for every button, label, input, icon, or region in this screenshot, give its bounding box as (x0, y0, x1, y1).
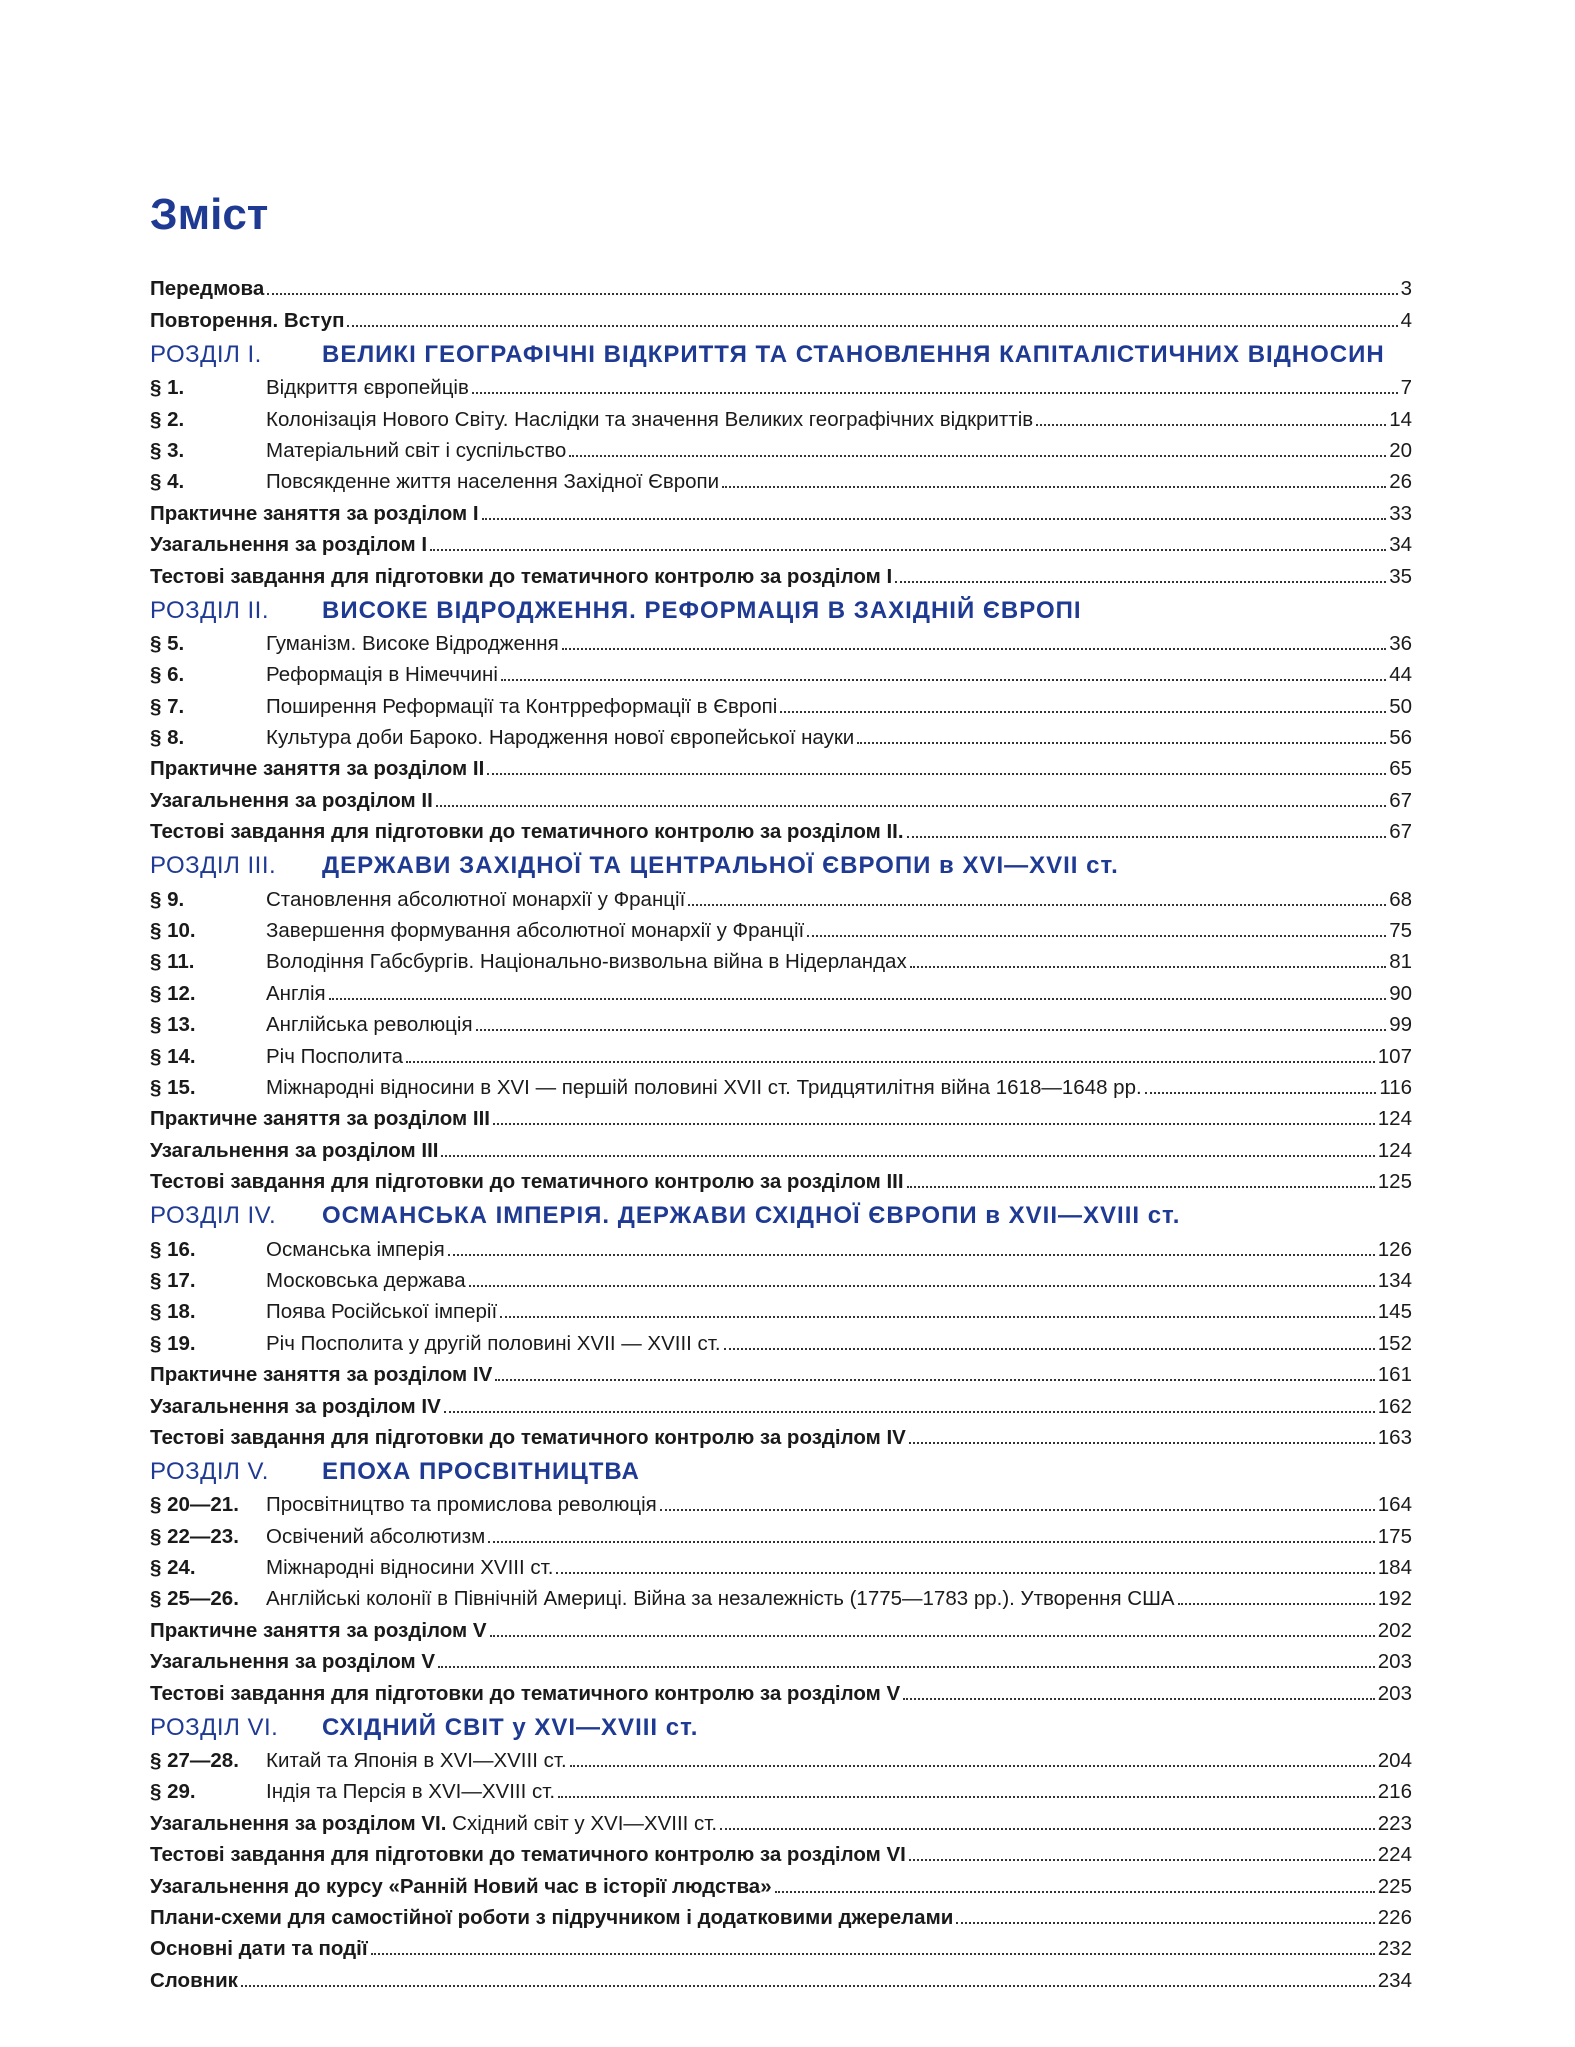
toc-page-number: 225 (1377, 1874, 1412, 1898)
dot-leader (241, 1983, 1375, 1987)
chapter-label: РОЗДІЛ VІ. (150, 1713, 279, 1741)
dot-leader (556, 1570, 1374, 1574)
toc-page-number: 107 (1377, 1044, 1412, 1068)
chapter-title: ЕПОХА ПРОСВІТНИЦТВА (322, 1457, 640, 1485)
toc-page-number: 36 (1389, 631, 1412, 655)
toc-page-number: 203 (1377, 1650, 1412, 1674)
toc-page-number: 67 (1389, 788, 1412, 812)
section-title: Матеріальний світ і суспільство (266, 438, 567, 462)
section-number: § 12. (150, 981, 196, 1005)
toc-section-entry[interactable] (150, 1293, 1412, 1324)
dot-leader (469, 1283, 1375, 1287)
toc-entry-label: Передмова (150, 277, 265, 301)
toc-entry-label: Словник (150, 1968, 238, 1992)
dot-leader (775, 1889, 1375, 1893)
toc-section-entry[interactable] (150, 1742, 1412, 1773)
toc-entry-label: Узагальнення за розділом ІV (150, 1394, 441, 1418)
toc-summary-entry[interactable] (150, 1356, 1412, 1387)
toc-page-number: 7 (1400, 376, 1412, 400)
toc-summary-entry[interactable] (150, 781, 1412, 812)
section-title: Річ Посполита (266, 1044, 404, 1068)
dot-leader (570, 1763, 1375, 1767)
toc-page-number: 124 (1377, 1107, 1412, 1131)
dot-leader (493, 1121, 1375, 1125)
toc-entry-label: Практичне заняття за розділом ІІІ (150, 1107, 490, 1131)
dot-leader (487, 771, 1386, 775)
toc-summary-entry[interactable] (150, 526, 1412, 557)
toc-section-entry[interactable] (150, 1517, 1412, 1548)
dot-leader (476, 1027, 1387, 1031)
dot-leader (436, 803, 1386, 807)
dot-leader (329, 996, 1387, 1000)
section-title: Просвітництво та промислова революція (266, 1493, 657, 1517)
toc-page-number: 175 (1377, 1524, 1412, 1548)
toc-page-number: 163 (1377, 1425, 1412, 1449)
section-title: Завершення формування абсолютної монархії у Франції (266, 919, 805, 943)
toc-closing-entry[interactable] (150, 1961, 1412, 1992)
dot-leader (488, 1539, 1375, 1543)
toc-summary-entry[interactable] (150, 1163, 1412, 1194)
toc-entry-label: Тестові завдання для підготовки до тематичного контролю за розділом ІІІ (150, 1170, 904, 1194)
dot-leader (780, 709, 1386, 713)
section-number: § 15. (150, 1075, 196, 1099)
toc-page-number: 81 (1389, 950, 1412, 974)
chapter-heading[interactable] (150, 1196, 1412, 1230)
toc-summary-entry[interactable] (150, 750, 1412, 781)
toc-page-number: 34 (1389, 533, 1412, 557)
toc-section-entry[interactable] (150, 687, 1412, 718)
section-number: § 6. (150, 663, 185, 687)
toc-section-entry[interactable] (150, 369, 1412, 400)
toc-section-entry[interactable] (150, 1037, 1412, 1068)
toc-section-entry[interactable] (150, 1069, 1412, 1100)
toc-summary-entry[interactable] (150, 1836, 1412, 1867)
toc-section-entry[interactable] (150, 400, 1412, 431)
dot-leader (1036, 422, 1386, 426)
toc-entry-label: Узагальнення до курсу «Ранній Новий час в історії людства» (150, 1874, 772, 1898)
section-number: § 2. (150, 407, 185, 431)
section-title: Поширення Реформації та Контрреформації в Європі (266, 694, 778, 718)
toc-summary-entry[interactable] (150, 1804, 1412, 1835)
toc-summary-entry[interactable] (150, 1100, 1412, 1131)
toc-entry-label: Повторення. Вступ (150, 308, 345, 332)
dot-leader (472, 390, 1398, 394)
toc-entry-label: Тестові завдання для підготовки до тематичного контролю за розділом VІ (150, 1843, 906, 1867)
dot-leader (444, 1409, 1375, 1413)
toc-entry-label: Узагальнення за розділом ІІ (150, 788, 433, 812)
toc-page-number: 50 (1389, 694, 1412, 718)
toc-page-number: 192 (1377, 1587, 1412, 1611)
toc-section-entry[interactable] (150, 1262, 1412, 1293)
dot-leader (910, 964, 1386, 968)
toc-entry-label: Практичне заняття за розділом І (150, 501, 479, 525)
section-number: § 4. (150, 470, 185, 494)
toc-page-number: 67 (1389, 820, 1412, 844)
toc-summary-entry[interactable] (150, 1131, 1412, 1162)
section-number: § 7. (150, 694, 185, 718)
dot-leader (688, 902, 1386, 906)
section-title: Гуманізм. Високе Відродження (266, 631, 559, 655)
toc-entry-suffix: Східний світ у XVI—XVIII ст. (446, 1811, 718, 1835)
toc-entry-label: Практичне заняття за розділом ІV (150, 1363, 493, 1387)
toc-entry-label: Тестові завдання для підготовки до тематичного контролю за розділом ІV (150, 1425, 906, 1449)
dot-leader (490, 1633, 1375, 1637)
section-title: Річ Посполита у другій половині XVII — XVIII ст. (266, 1331, 721, 1355)
chapter-label: РОЗДІЛ ІІІ. (150, 852, 277, 880)
section-title: Англія (266, 981, 326, 1005)
toc-section-entry[interactable] (150, 432, 1412, 463)
dot-leader (430, 547, 1386, 551)
dot-leader (722, 484, 1386, 488)
chapter-label: РОЗДІЛ ІV. (150, 1202, 277, 1230)
dot-leader (956, 1920, 1374, 1924)
section-title: Володіння Габсбургів. Національно-визвольна війна в Нідерландах (266, 950, 907, 974)
dot-leader (907, 834, 1387, 838)
toc-page-number: 35 (1389, 564, 1412, 588)
toc-summary-entry[interactable] (150, 813, 1412, 844)
toc-page-number: 164 (1377, 1493, 1412, 1517)
section-number: § 29. (150, 1780, 196, 1804)
dot-leader (500, 1314, 1375, 1318)
section-title: Освічений абсолютизм (266, 1524, 486, 1548)
chapter-heading[interactable] (150, 846, 1412, 880)
toc-page-number: 90 (1389, 981, 1412, 1005)
dot-leader (724, 1346, 1375, 1350)
toc-summary-entry[interactable] (150, 557, 1412, 588)
dot-leader (909, 1440, 1375, 1444)
toc-page-number: 134 (1377, 1268, 1412, 1292)
toc-page-number: 33 (1389, 501, 1412, 525)
toc-page-number: 20 (1389, 438, 1412, 462)
toc-section-entry[interactable] (150, 912, 1412, 943)
section-number: § 13. (150, 1013, 196, 1037)
dot-leader (660, 1507, 1375, 1511)
toc-page-number: 3 (1400, 277, 1412, 301)
section-title: Реформація в Німеччині (266, 663, 498, 687)
section-title: Культура доби Бароко. Народження нової європейської науки (266, 726, 855, 750)
dot-leader (857, 740, 1386, 744)
section-title: Міжнародні відносини в XVI — першій половині XVII ст. Тридцятилітня війна 1618—1648 рр. (266, 1075, 1142, 1099)
section-number: § 16. (150, 1237, 196, 1261)
dot-leader (495, 1377, 1375, 1381)
dot-leader (1178, 1601, 1375, 1605)
toc-section-entry[interactable] (150, 656, 1412, 687)
toc-page-number: 162 (1377, 1394, 1412, 1418)
toc-page-number: 234 (1377, 1968, 1412, 1992)
section-title: Англійські колонії в Північній Америці. Війна за незалежність (1775—1783 рр.). Утворення США (266, 1587, 1175, 1611)
toc-summary-entry[interactable] (150, 1674, 1412, 1705)
section-number: § 25—26. (150, 1587, 239, 1611)
dot-leader (1145, 1090, 1377, 1094)
toc-closing-entry[interactable] (150, 1930, 1412, 1961)
toc-page-number: 4 (1400, 308, 1412, 332)
toc-closing-entry[interactable] (150, 1899, 1412, 1930)
dot-leader (482, 516, 1387, 520)
toc-page-number: 203 (1377, 1681, 1412, 1705)
dot-leader (720, 1826, 1375, 1830)
toc-summary-entry[interactable] (150, 494, 1412, 525)
section-number: § 3. (150, 438, 185, 462)
toc-section-entry[interactable] (150, 880, 1412, 911)
toc-page-number: 126 (1377, 1237, 1412, 1261)
section-title: Становлення абсолютної монархії у Франції (266, 887, 686, 911)
chapter-label: РОЗДІЛ V. (150, 1457, 269, 1485)
section-title: Московська держава (266, 1268, 466, 1292)
toc-entry-label: Узагальнення за розділом ІІІ (150, 1138, 439, 1162)
chapter-heading[interactable] (150, 591, 1412, 625)
chapter-label: РОЗДІЛ ІІ. (150, 596, 269, 624)
toc-entry-label: Основні дати та події (150, 1937, 368, 1961)
toc-page-number: 99 (1389, 1013, 1412, 1037)
dot-leader (406, 1059, 1375, 1063)
dot-leader (441, 1153, 1374, 1157)
section-number: § 19. (150, 1331, 196, 1355)
section-title: Поява Російської імперії (266, 1300, 498, 1324)
toc-page-number: 184 (1377, 1556, 1412, 1580)
toc-page-number: 204 (1377, 1749, 1412, 1773)
dot-leader (448, 1252, 1375, 1256)
toc-entry-label: Узагальнення за розділом V (150, 1650, 436, 1674)
dot-leader (569, 453, 1386, 457)
chapter-heading[interactable] (150, 335, 1412, 369)
chapter-heading[interactable] (150, 1708, 1412, 1742)
toc-page-number: 152 (1377, 1331, 1412, 1355)
dot-leader (909, 1857, 1375, 1861)
toc-page-number: 26 (1389, 470, 1412, 494)
toc-page-number: 161 (1377, 1363, 1412, 1387)
toc-section-entry[interactable] (150, 1230, 1412, 1261)
toc-closing-entry[interactable] (150, 1867, 1412, 1898)
toc-section-entry[interactable] (150, 1773, 1412, 1804)
section-number: § 24. (150, 1556, 196, 1580)
toc-summary-entry[interactable] (150, 1611, 1412, 1642)
toc-section-entry[interactable] (150, 463, 1412, 494)
toc-page-number: 44 (1389, 663, 1412, 687)
section-number: § 9. (150, 887, 185, 911)
toc-entry-label: Тестові завдання для підготовки до тематичного контролю за розділом V (150, 1681, 901, 1705)
toc-intro-entry[interactable] (150, 270, 1412, 301)
toc-entry-label: Практичне заняття за розділом ІІ (150, 757, 485, 781)
section-title: Індія та Персія в XVI—XVIII ст. (266, 1780, 556, 1804)
toc-page-number: 65 (1389, 757, 1412, 781)
toc-page-number: 124 (1377, 1138, 1412, 1162)
toc-section-entry[interactable] (150, 1324, 1412, 1355)
toc-page-number: 232 (1377, 1937, 1412, 1961)
chapter-heading[interactable] (150, 1452, 1412, 1486)
section-title: Повсякденне життя населення Західної Європи (266, 470, 720, 494)
section-title: Колонізація Нового Світу. Наслідки та значення Великих географічних відкриттів (266, 407, 1034, 431)
section-title: Відкриття європейців (266, 376, 469, 400)
toc-entry-label: Плани-схеми для самостійної роботи з підручником і додатковими джерелами (150, 1905, 954, 1929)
page-title: Зміст (150, 190, 269, 239)
dot-leader (558, 1794, 1375, 1798)
toc-page-number: 125 (1377, 1170, 1412, 1194)
section-number: § 17. (150, 1268, 196, 1292)
toc-entry-label: Узагальнення за розділом VІ. (150, 1811, 447, 1835)
section-title: Китай та Японія в XVI—XVIII ст. (266, 1749, 567, 1773)
dot-leader (907, 1184, 1375, 1188)
dot-leader (371, 1951, 1375, 1955)
toc-page-number: 116 (1379, 1075, 1412, 1099)
dot-leader (438, 1664, 1375, 1668)
section-number: § 27—28. (150, 1749, 239, 1773)
section-number: § 10. (150, 919, 196, 943)
toc-section-entry[interactable] (150, 625, 1412, 656)
chapter-label: РОЗДІЛ І. (150, 340, 262, 368)
chapter-title: ВЕЛИКІ ГЕОГРАФІЧНІ ВІДКРИТТЯ ТА СТАНОВЛЕННЯ КАПІТАЛІСТИЧНИХ ВІДНОСИН (322, 340, 1385, 368)
section-number: § 8. (150, 726, 185, 750)
toc-summary-entry[interactable] (150, 1643, 1412, 1674)
toc-page-number: 226 (1377, 1905, 1412, 1929)
toc-page-number: 14 (1389, 407, 1412, 431)
toc-summary-entry[interactable] (150, 1419, 1412, 1450)
chapter-title: ОСМАНСЬКА ІМПЕРІЯ. ДЕРЖАВИ СХІДНОЇ ЄВРОПИ в XVII—XVIII ст. (322, 1202, 1181, 1230)
toc-page-number: 75 (1389, 919, 1412, 943)
toc-entry-label: Тестові завдання для підготовки до тематичного контролю за розділом ІІ. (150, 820, 904, 844)
toc-section-entry[interactable] (150, 943, 1412, 974)
toc-section-entry[interactable] (150, 974, 1412, 1005)
toc-page-number: 223 (1377, 1811, 1412, 1835)
toc-page-number: 145 (1377, 1300, 1412, 1324)
toc-entry-label: Узагальнення за розділом І (150, 533, 428, 557)
dot-leader (807, 933, 1386, 937)
dot-leader (267, 291, 1397, 295)
section-title: Османська імперія (266, 1237, 445, 1261)
chapter-title: СХІДНИЙ СВІТ у XVI—XVIII ст. (322, 1713, 699, 1741)
section-title: Англійська революція (266, 1013, 473, 1037)
dot-leader (903, 1696, 1375, 1700)
toc-page-number: 56 (1389, 726, 1412, 750)
dot-leader (501, 677, 1386, 681)
chapter-title: ДЕРЖАВИ ЗАХІДНОЇ ТА ЦЕНТРАЛЬНОЇ ЄВРОПИ в XVI—XVII ст. (322, 852, 1119, 880)
toc-page-number: 202 (1377, 1618, 1412, 1642)
toc-section-entry[interactable] (150, 1549, 1412, 1580)
dot-leader (562, 646, 1387, 650)
section-title: Міжнародні відносини XVIII ст. (266, 1556, 554, 1580)
section-number: § 11. (150, 950, 195, 974)
toc-entry-label: Тестові завдання для підготовки до тематичного контролю за розділом І (150, 564, 893, 588)
toc-section-entry[interactable] (150, 719, 1412, 750)
section-number: § 20—21. (150, 1493, 239, 1517)
section-number: § 18. (150, 1300, 196, 1324)
section-number: § 22—23. (150, 1524, 239, 1548)
toc-intro-entry[interactable] (150, 301, 1412, 332)
toc-list (150, 270, 1412, 1993)
dot-leader (347, 323, 1397, 327)
toc-entry-label: Практичне заняття за розділом V (150, 1618, 487, 1642)
toc-page-number: 224 (1377, 1843, 1412, 1867)
toc-section-entry[interactable] (150, 1006, 1412, 1037)
toc-section-entry[interactable] (150, 1580, 1412, 1611)
toc-section-entry[interactable] (150, 1486, 1412, 1517)
toc-summary-entry[interactable] (150, 1387, 1412, 1418)
table-of-contents (150, 190, 1412, 1993)
dot-leader (895, 579, 1386, 583)
toc-page-number: 68 (1389, 887, 1412, 911)
chapter-title: ВИСОКЕ ВІДРОДЖЕННЯ. РЕФОРМАЦІЯ В ЗАХІДНІЙ ЄВРОПІ (322, 596, 1082, 624)
toc-page-number: 216 (1377, 1780, 1412, 1804)
section-number: § 14. (150, 1044, 196, 1068)
section-number: § 1. (150, 376, 185, 400)
section-number: § 5. (150, 631, 185, 655)
